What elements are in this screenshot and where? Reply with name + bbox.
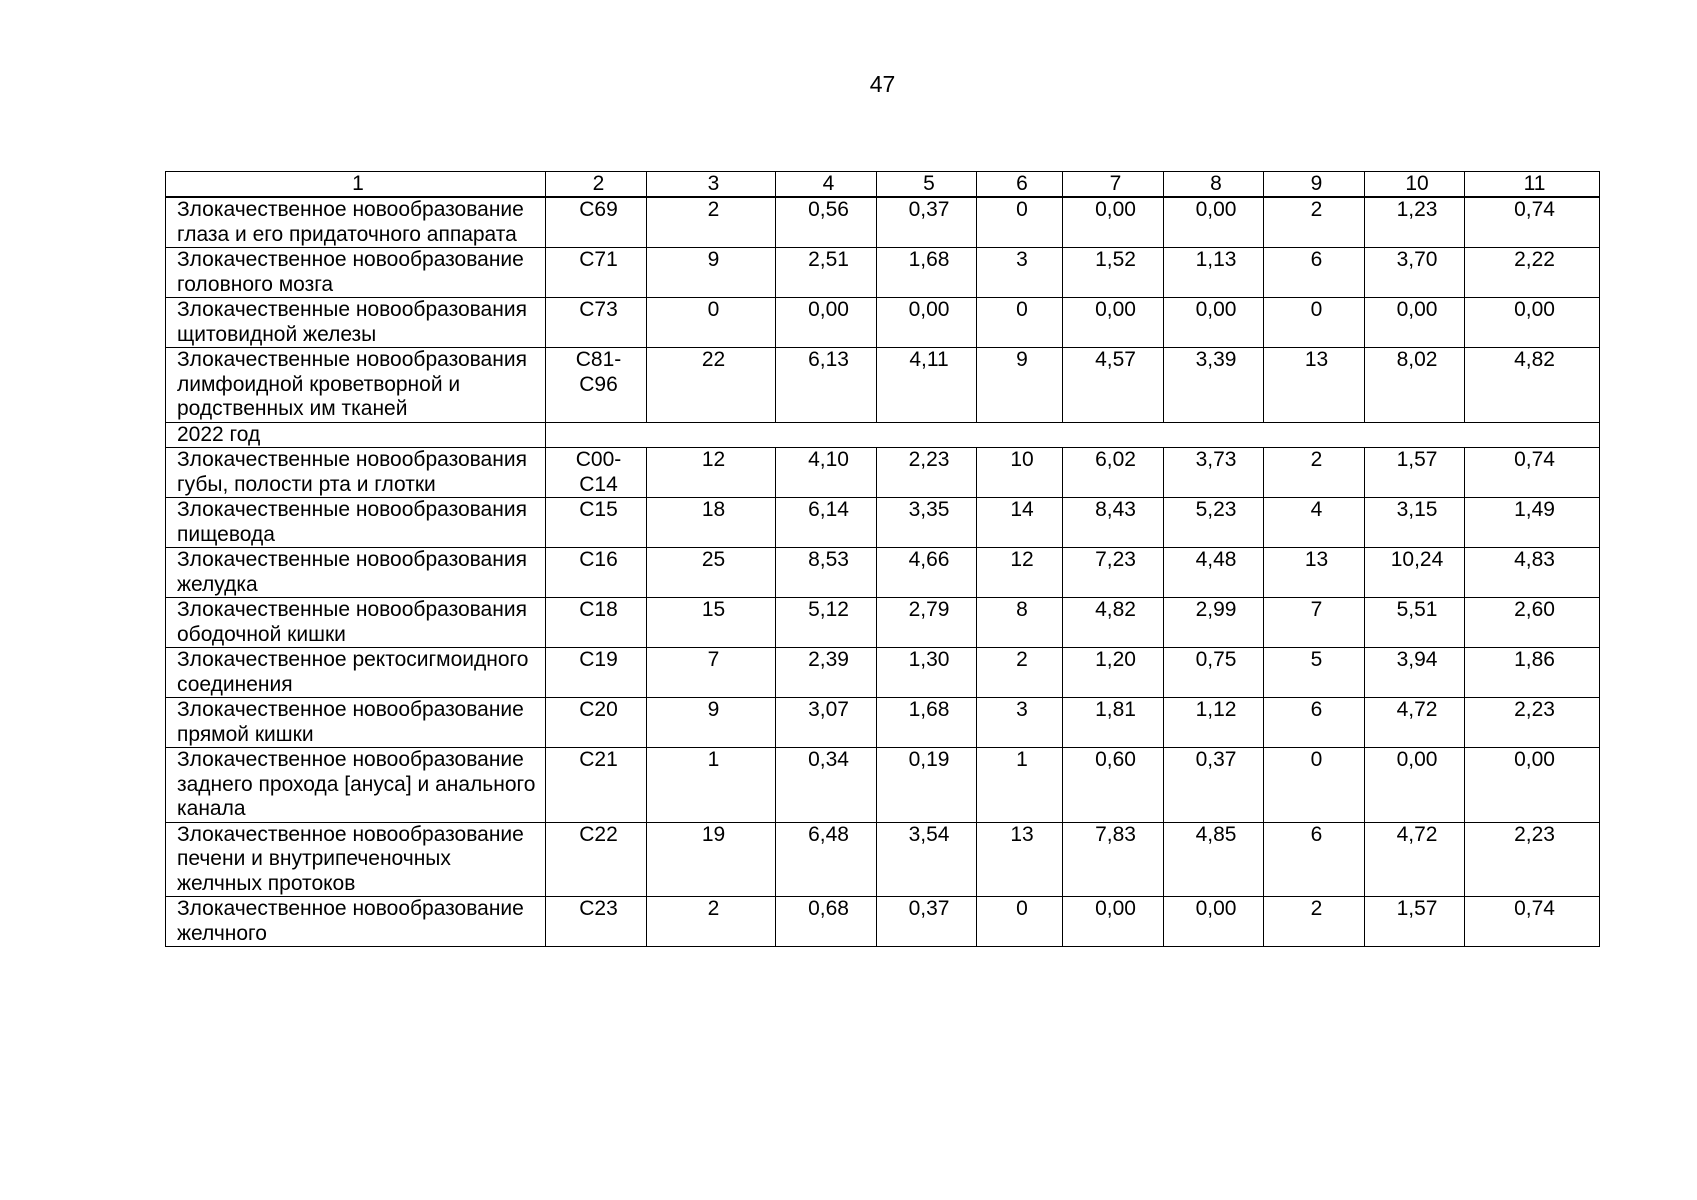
col-7-cell: 4,82 [1063,598,1164,648]
table-row [166,822,1600,897]
icd-code-cell: C00-C14 [546,448,647,498]
col-6-cell: 0 [977,298,1063,348]
col-7-cell: 8,43 [1063,498,1164,548]
col-4-cell: 6,13 [776,348,877,423]
col-6-cell: 14 [977,498,1063,548]
table-row [166,197,1600,248]
col-6-cell: 10 [977,448,1063,498]
icd-code-cell: C19 [546,648,647,698]
col-8-cell: 2,99 [1164,598,1264,648]
col-11-cell: 0,74 [1465,448,1600,498]
table-row [166,548,1600,598]
col-3-cell: 22 [647,348,776,423]
col-5-cell: 2,23 [877,448,977,498]
col-8-cell: 0,75 [1164,648,1264,698]
disease-name-cell: Злокачественное новообразование желчного [166,897,546,947]
col-5-cell: 3,54 [877,822,977,897]
icd-code-cell: C73 [546,298,647,348]
col-6-cell: 8 [977,598,1063,648]
col-4-cell: 0,34 [776,748,877,823]
col-8-cell: 4,85 [1164,822,1264,897]
column-number-header: 4 [776,172,877,198]
table-row [166,598,1600,648]
col-6-cell: 2 [977,648,1063,698]
col-8-cell: 0,00 [1164,197,1264,248]
col-6-cell: 1 [977,748,1063,823]
col-6-cell: 3 [977,248,1063,298]
col-7-cell: 1,20 [1063,648,1164,698]
col-3-cell: 9 [647,248,776,298]
disease-name-cell: Злокачественное ректосигмоидного соединения [166,648,546,698]
col-6-cell: 0 [977,197,1063,248]
col-3-cell: 15 [647,598,776,648]
icd-code-cell: C15 [546,498,647,548]
col-3-cell: 12 [647,448,776,498]
col-9-cell: 2 [1264,448,1365,498]
col-10-cell: 10,24 [1365,548,1465,598]
col-7-cell: 6,02 [1063,448,1164,498]
col-8-cell: 1,12 [1164,698,1264,748]
col-4-cell: 6,14 [776,498,877,548]
col-10-cell: 0,00 [1365,748,1465,823]
col-5-cell: 3,35 [877,498,977,548]
column-number-header: 3 [647,172,776,198]
col-7-cell: 0,00 [1063,298,1164,348]
col-4-cell: 4,10 [776,448,877,498]
col-10-cell: 1,57 [1365,448,1465,498]
year-section-row [166,422,1600,448]
column-number-header: 10 [1365,172,1465,198]
col-3-cell: 2 [647,897,776,947]
col-3-cell: 1 [647,748,776,823]
disease-name-cell: Злокачественные новообразования щитовидной железы [166,298,546,348]
col-4-cell: 5,12 [776,598,877,648]
col-7-cell: 1,81 [1063,698,1164,748]
icd-code-cell: C21 [546,748,647,823]
col-3-cell: 18 [647,498,776,548]
table-row [166,248,1600,298]
col-11-cell: 2,23 [1465,822,1600,897]
col-7-cell: 1,52 [1063,248,1164,298]
col-10-cell: 4,72 [1365,698,1465,748]
col-9-cell: 13 [1264,548,1365,598]
col-10-cell: 4,72 [1365,822,1465,897]
disease-name-cell: Злокачественные новообразования губы, полости рта и глотки [166,448,546,498]
disease-name-cell: Злокачественные новообразования ободочной кишки [166,598,546,648]
icd-code-cell: C22 [546,822,647,897]
col-5-cell: 0,37 [877,197,977,248]
col-11-cell: 2,23 [1465,698,1600,748]
disease-name-cell: Злокачественное новообразование головного мозга [166,248,546,298]
col-8-cell: 0,37 [1164,748,1264,823]
col-11-cell: 0,00 [1465,298,1600,348]
disease-name-cell: Злокачественное новообразование печени и внутрипеченочных желчных протоков [166,822,546,897]
col-10-cell: 1,57 [1365,897,1465,947]
page-number: 47 [869,71,896,97]
icd-code-cell: C71 [546,248,647,298]
col-10-cell: 5,51 [1365,598,1465,648]
col-7-cell: 7,23 [1063,548,1164,598]
col-9-cell: 7 [1264,598,1365,648]
col-3-cell: 19 [647,822,776,897]
col-10-cell: 1,23 [1365,197,1465,248]
table-row [166,348,1600,423]
col-4-cell: 6,48 [776,822,877,897]
statistics-table [165,171,1600,947]
year-section-label: 2022 год [166,422,546,448]
col-11-cell: 0,74 [1465,197,1600,248]
col-4-cell: 0,56 [776,197,877,248]
table-row [166,648,1600,698]
col-10-cell: 3,94 [1365,648,1465,698]
col-11-cell: 1,86 [1465,648,1600,698]
column-number-header: 5 [877,172,977,198]
col-7-cell: 4,57 [1063,348,1164,423]
col-11-cell: 4,82 [1465,348,1600,423]
disease-name-cell: Злокачественные новообразования лимфоидной кроветворной и родственных им тканей [166,348,546,423]
col-6-cell: 12 [977,548,1063,598]
icd-code-cell: C20 [546,698,647,748]
column-number-header: 9 [1264,172,1365,198]
table-row [166,748,1600,823]
table-header-row [166,172,1600,198]
col-11-cell: 4,83 [1465,548,1600,598]
col-9-cell: 6 [1264,248,1365,298]
col-8-cell: 1,13 [1164,248,1264,298]
col-8-cell: 4,48 [1164,548,1264,598]
col-8-cell: 3,73 [1164,448,1264,498]
col-9-cell: 2 [1264,897,1365,947]
col-7-cell: 0,00 [1063,897,1164,947]
col-5-cell: 2,79 [877,598,977,648]
col-9-cell: 13 [1264,348,1365,423]
table-row [166,448,1600,498]
col-9-cell: 2 [1264,197,1365,248]
col-11-cell: 1,49 [1465,498,1600,548]
col-9-cell: 4 [1264,498,1365,548]
icd-code-cell: C18 [546,598,647,648]
col-8-cell: 0,00 [1164,897,1264,947]
icd-code-cell: C23 [546,897,647,947]
column-number-header: 7 [1063,172,1164,198]
disease-name-cell: Злокачественное новообразование прямой кишки [166,698,546,748]
icd-code-cell: C69 [546,197,647,248]
col-9-cell: 6 [1264,698,1365,748]
table-row [166,498,1600,548]
table-row [166,298,1600,348]
col-10-cell: 8,02 [1365,348,1465,423]
column-number-header: 6 [977,172,1063,198]
col-3-cell: 9 [647,698,776,748]
col-8-cell: 5,23 [1164,498,1264,548]
col-4-cell: 8,53 [776,548,877,598]
table-row [166,897,1600,947]
col-5-cell: 4,11 [877,348,977,423]
col-8-cell: 0,00 [1164,298,1264,348]
col-3-cell: 2 [647,197,776,248]
col-4-cell: 2,51 [776,248,877,298]
col-5-cell: 1,68 [877,248,977,298]
col-11-cell: 2,60 [1465,598,1600,648]
col-7-cell: 0,00 [1063,197,1164,248]
disease-name-cell: Злокачественное новообразование глаза и его придаточного аппарата [166,197,546,248]
column-number-header: 8 [1164,172,1264,198]
col-5-cell: 1,68 [877,698,977,748]
col-6-cell: 13 [977,822,1063,897]
col-10-cell: 0,00 [1365,298,1465,348]
disease-name-cell: Злокачественные новообразования пищевода [166,498,546,548]
col-4-cell: 2,39 [776,648,877,698]
col-10-cell: 3,15 [1365,498,1465,548]
col-3-cell: 7 [647,648,776,698]
column-number-header: 2 [546,172,647,198]
col-5-cell: 1,30 [877,648,977,698]
col-9-cell: 5 [1264,648,1365,698]
col-11-cell: 0,74 [1465,897,1600,947]
col-8-cell: 3,39 [1164,348,1264,423]
table-row [166,698,1600,748]
col-9-cell: 0 [1264,298,1365,348]
disease-name-cell: Злокачественное новообразование заднего прохода [ануса] и анального канала [166,748,546,823]
icd-code-cell: C16 [546,548,647,598]
col-7-cell: 7,83 [1063,822,1164,897]
col-10-cell: 3,70 [1365,248,1465,298]
section-blank-cell [546,422,1600,448]
column-number-header: 1 [166,172,546,198]
col-11-cell: 0,00 [1465,748,1600,823]
col-9-cell: 6 [1264,822,1365,897]
col-5-cell: 0,00 [877,298,977,348]
col-6-cell: 3 [977,698,1063,748]
col-4-cell: 0,00 [776,298,877,348]
col-6-cell: 0 [977,897,1063,947]
col-5-cell: 0,37 [877,897,977,947]
table-body [166,172,1600,947]
icd-code-cell: C81-C96 [546,348,647,423]
col-5-cell: 4,66 [877,548,977,598]
col-7-cell: 0,60 [1063,748,1164,823]
column-number-header: 11 [1465,172,1600,198]
col-6-cell: 9 [977,348,1063,423]
col-4-cell: 3,07 [776,698,877,748]
disease-name-cell: Злокачественные новообразования желудка [166,548,546,598]
col-9-cell: 0 [1264,748,1365,823]
col-4-cell: 0,68 [776,897,877,947]
col-3-cell: 25 [647,548,776,598]
col-11-cell: 2,22 [1465,248,1600,298]
col-3-cell: 0 [647,298,776,348]
col-5-cell: 0,19 [877,748,977,823]
